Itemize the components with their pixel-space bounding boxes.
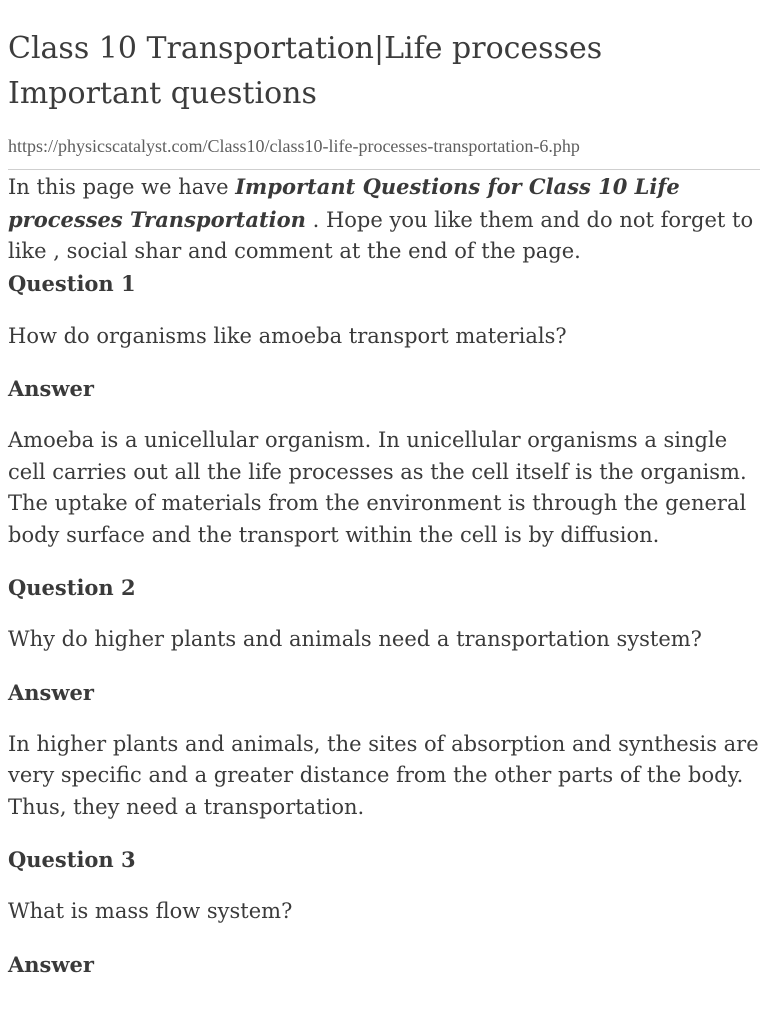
intro-paragraph [8, 170, 760, 268]
page-title: Class 10 Transportation|Life processes Important questions [8, 31, 603, 111]
answer-label: Answer [8, 951, 94, 977]
intro-suffix: . Hope you like them and do not forget to like , social shar and comment at the end of the page. [8, 207, 754, 263]
answer-label: Answer [8, 376, 94, 401]
intro-emphasis: Important Questions for Class 10 Life processes Transportation [8, 174, 680, 232]
intro-prefix: In this page we have [8, 175, 236, 199]
page-url[interactable]: https://physicscatalyst.com/Class10/class10-life-processes-transportation-6.php [8, 136, 760, 170]
question-text: What is mass flow system? [8, 899, 293, 923]
answer-text: Amoeba is a unicellular organism. In unicellular organisms a single cell carries out all the life processes as the cell itself is the organism. The uptake of materials from the environment is through the general body surface and the transport within the cell is by diffusion. [8, 428, 747, 547]
answer-text: In higher plants and animals, the sites of absorption and synthesis are very specific and a greater distance from the other parts of the body. Thus, they need a transportation. [8, 731, 759, 819]
question-label: Question 3 [8, 847, 136, 872]
question-text: Why do higher plants and animals need a transportation system? [8, 627, 702, 651]
qa-block-2 [8, 572, 760, 844]
question-label: Question 2 [8, 575, 136, 600]
qa-block-1 [8, 268, 760, 573]
question-text: How do organisms like amoeba transport materials? [8, 323, 567, 348]
answer-label: Answer [8, 679, 94, 705]
qa-block-3 [8, 844, 760, 980]
question-label: Question 1 [8, 270, 136, 296]
